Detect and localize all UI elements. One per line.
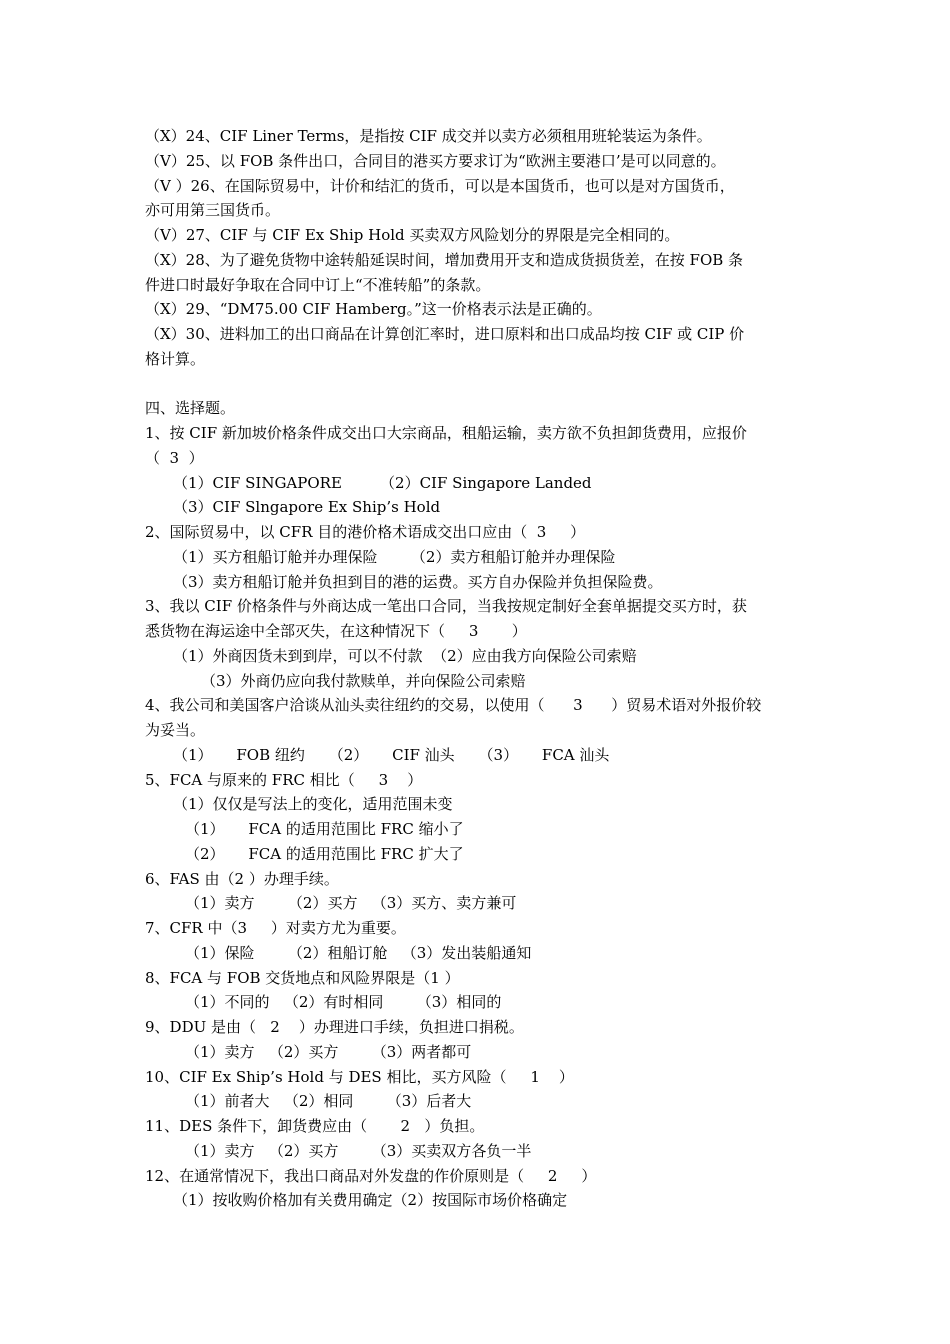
question-line: 5、FCA 与原来的 FRC 相比（ 3 ） [145, 770, 423, 789]
tf-line: （X）28、为了避免货物中途转船延误时间，增加费用开支和造成货损货差，在按 FOB 条 [145, 250, 744, 269]
tf-line: （V）25、以 FOB 条件出口，合同目的港买方要求订为“欧洲主要港口’是可以同意的。 [145, 151, 726, 170]
option-line: （1）保险 （2）租船订舱 （3）发出装船通知 [185, 943, 532, 962]
question-line: 10、CIF Ex Ship’s Hold 与 DES 相比，买方风险（ 1 ） [145, 1067, 574, 1086]
option-line: （1）卖方 （2）买方 （3）两者都可 [185, 1042, 472, 1061]
question-line: 1、按 CIF 新加坡价格条件成交出口大宗商品，租船运输，卖方欲不负担卸货费用，应报价 [145, 424, 747, 442]
section-title: 四、选择题。 [145, 399, 236, 418]
question-line: （ 3 ） [145, 448, 204, 467]
option-line: （3）CIF Slngapore Ex Ship’s Hold [173, 498, 441, 517]
document-content [145, 124, 810, 1213]
option-line: （1）前者大 （2）相同 （3）后者大 [185, 1092, 472, 1111]
option-line: （1） FOB 纽约 （2） CIF 汕头 （3） FCA 汕头 [173, 745, 610, 764]
tf-line: （V）27、CIF 与 CIF Ex Ship Hold 买卖双方风险划分的界限是完全相同的。 [145, 226, 680, 244]
question-line: 悉货物在海运途中全部灭失，在这种情况下（ 3 ） [145, 622, 527, 640]
question-line: 4、我公司和美国客户洽谈从汕头卖往纽约的交易，以使用（ 3 ）贸易术语对外报价较 [145, 696, 762, 715]
option-line: （1）CIF SINGAPORE （2）CIF Singapore Landed [173, 473, 592, 492]
option-line: （3）卖方租船订舱并负担到目的港的运费。买方自办保险并负担保险费。 [173, 572, 663, 591]
question-line: 11、DES 条件下，卸货费应由（ 2 ）负担。 [145, 1117, 485, 1135]
tf-line: （X）24、CIF Liner Terms，是指按 CIF 成交并以卖方必须租用班轮装运为条件。 [145, 127, 712, 145]
option-line: （1）卖方 （2）买方 （3）买方、卖方兼可 [185, 894, 517, 913]
option-line: （1）买方租船订舱并办理保险 （2）卖方租船订舱并办理保险 [173, 547, 616, 566]
option-line: （2） FCA 的适用范围比 FRC 扩大了 [185, 844, 464, 863]
question-line: 12、在通常情况下，我出口商品对外发盘的作价原则是（ 2 ） [145, 1166, 597, 1185]
option-line: （1）不同的 （2）有时相同 （3）相同的 [185, 993, 502, 1012]
option-line: （1）卖方 （2）买方 （3）买卖双方各负一半 [185, 1141, 532, 1160]
tf-line: 格计算。 [145, 349, 206, 368]
option-line: （1）外商因货未到到岸，可以不付款 （2）应由我方向保险公司索赔 [173, 646, 637, 665]
question-line: 9、DDU 是由（ 2 ）办理进口手续，负担进口捐税。 [145, 1018, 524, 1036]
question-line: 7、CFR 中（3 ）对卖方尤为重要。 [145, 919, 406, 937]
tf-line: 件进口时最好争取在合同中订上“不准转船”的条款。 [145, 275, 491, 294]
option-line: （1）仅仅是写法上的变化，适用范围未变 [173, 795, 453, 814]
tf-line: 亦可用第三国货币。 [145, 201, 281, 220]
tf-line: （X）29、“DM75.00 CIF Hamberg。”这一价格表示法是正确的。 [145, 300, 602, 319]
tf-line: （X）30、进料加工的出口商品在计算创汇率时，进口原料和出口成品均按 CIF 或 CIP 价 [145, 325, 745, 343]
blank-line [145, 372, 810, 397]
question-line: 2、国际贸易中，以 CFR 目的港价格术语成交出口应由（ 3 ） [145, 523, 586, 541]
question-line: 3、我以 CIF 价格条件与外商达成一笔出口合同，当我按规定制好全套单据提交买方时，获 [145, 597, 747, 616]
tf-line: （V ）26、在国际贸易中，计价和结汇的货币，可以是本国货币，也可以是对方国货币， [145, 176, 735, 195]
option-line: （1） FCA 的适用范围比 FRC 缩小了 [185, 820, 464, 838]
option-line: （1）按收购价格加有关费用确定（2）按国际市场价格确定 [173, 1191, 568, 1210]
option-line: （3）外商仍应向我付款赎单，并向保险公司索赔 [201, 671, 526, 690]
question-line: 6、FAS 由（2 ）办理手续。 [145, 869, 339, 888]
question-line: 8、FCA 与 FOB 交货地点和风险界限是（1 ） [145, 968, 460, 987]
question-line: 为妥当。 [145, 721, 206, 739]
